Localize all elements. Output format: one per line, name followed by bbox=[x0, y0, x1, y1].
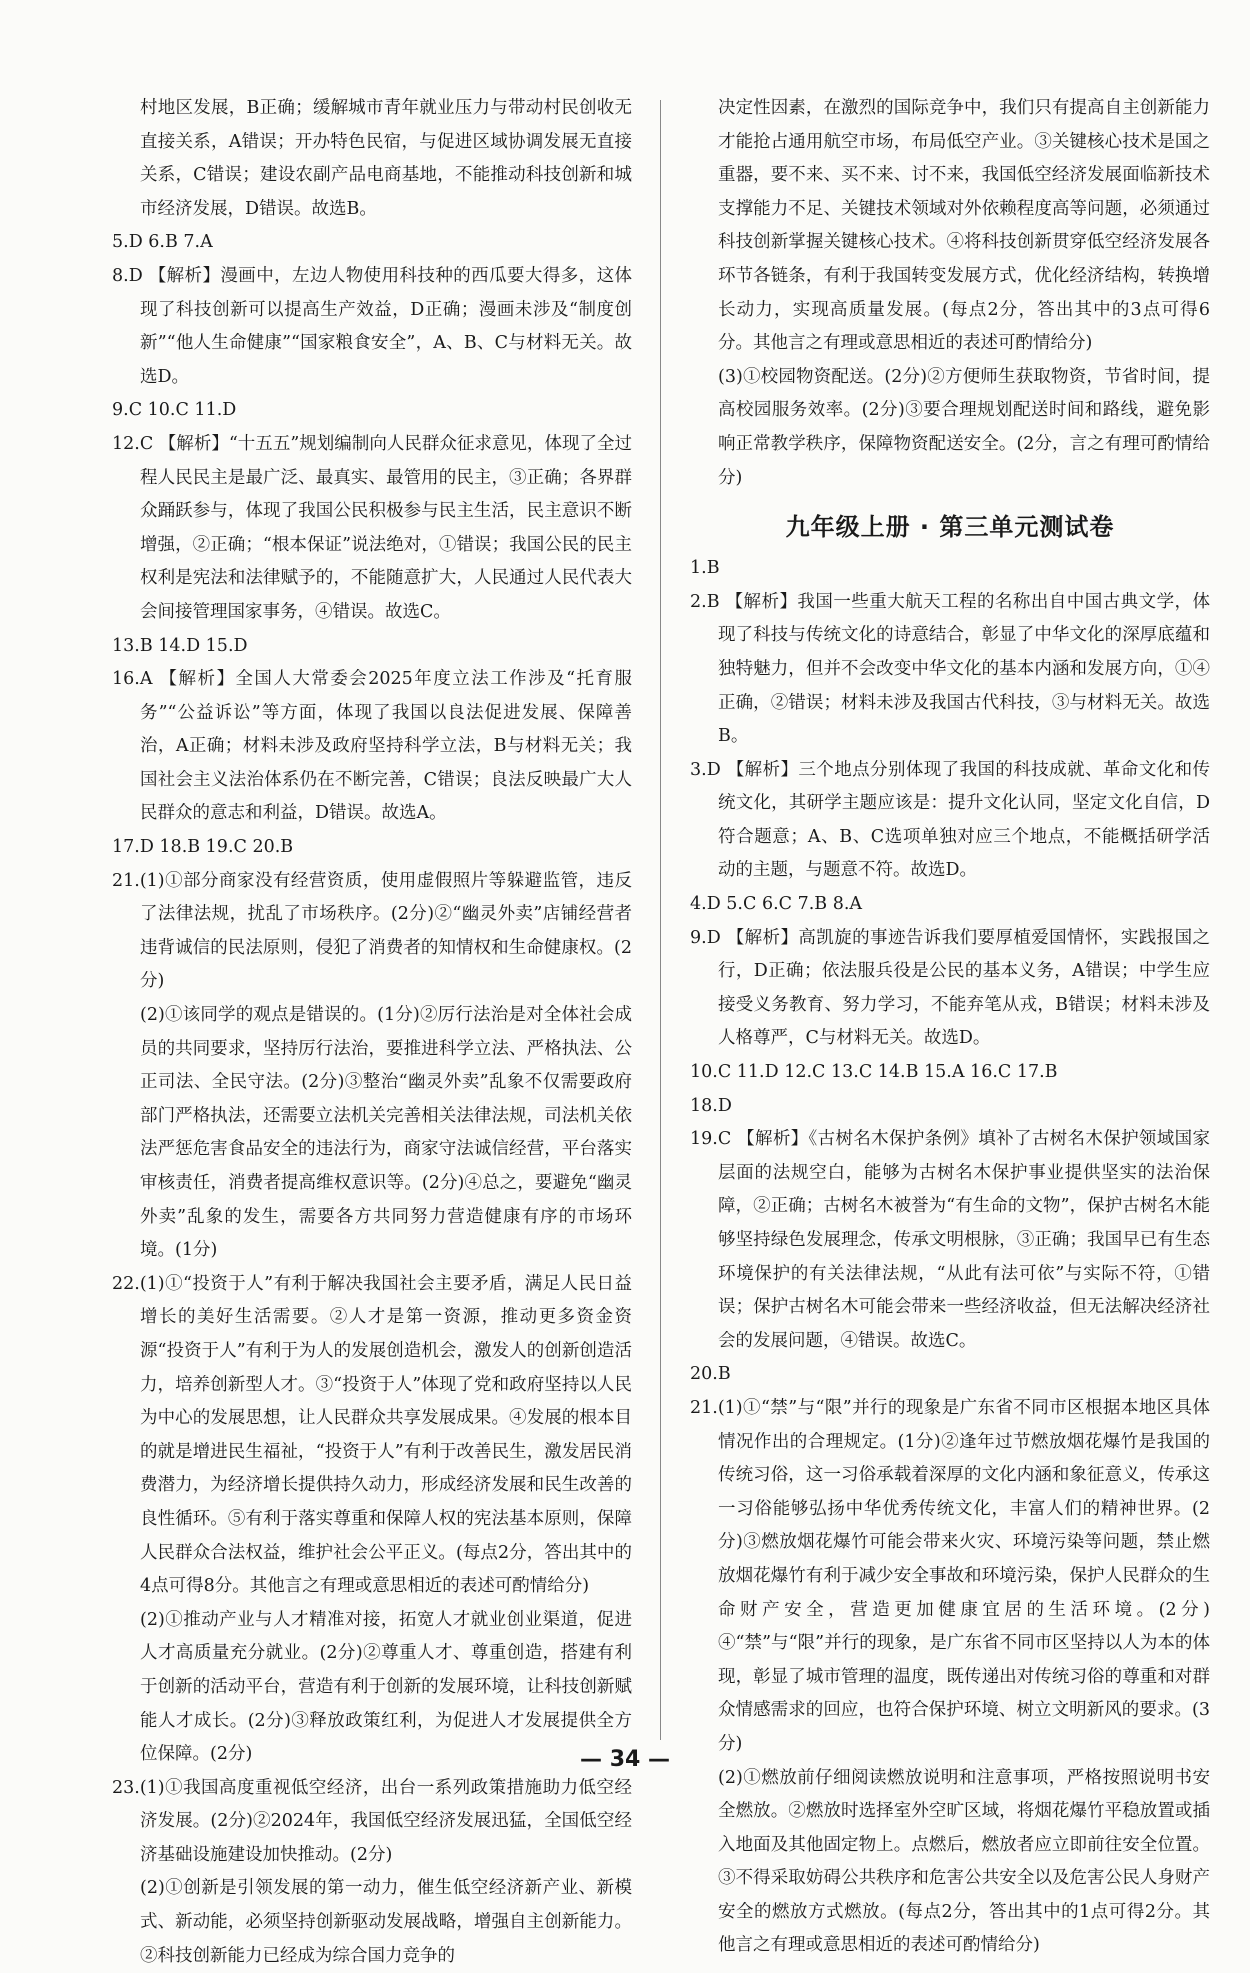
answer-paragraph: (2)①推动产业与人才精准对接，拓宽人才就业创业渠道，促进人才高质量充分就业。(2分)②尊重人才、尊重创造，搭建有利于创新的活动平台，营造有利于创新的发展环境，让科技创新赋能人才成长。(2分)③释放政策红利，为促进人才发展提供全方位保障。(2分) bbox=[140, 1609, 632, 1765]
answer-paragraph: 21.(1)①“禁”与“限”并行的现象是广东省不同市区根据本地区具体情况作出的合理规定。(1分)②逢年过节燃放烟花爆竹是我国的传统习俗，这一习俗承载着深厚的文化内涵和象征意义，传承这一习俗能够弘扬中华优秀传统文化，丰富人们的精神世界。(2分)③燃放烟花爆竹可能会带来火灾、环境污染等问题，禁止燃放烟花爆竹有利于减少安全事故和环境污染，保护人民群众的生命财产安全，营造更加健康宜居的生活环境。(2分)④“禁”与“限”并行的现象，是广东省不同市区坚持以人为本的体现，彰显了城市管理的温度，既传递出对传统习俗的尊重和对群众情感需求的回应，也符合保护环境、树立文明新风的要求。(3分) bbox=[690, 1397, 1210, 1754]
answer-paragraph: 1.B bbox=[690, 558, 720, 579]
answer-paragraph: 村地区发展，B正确；缓解城市青年就业压力与带动村民创收无直接关系，A错误；开办特色民宿，与促进区域协调发展无直接关系，C错误；建设农副产品电商基地，不能推动科技创新和城市经济发展，D错误。故选B。 bbox=[140, 98, 632, 219]
column-divider bbox=[660, 100, 661, 1740]
answer-paragraph: 2.B 【解析】我国一些重大航天工程的名称出自中国古典文学，体现了科技与传统文化的诗意结合，彰显了中华文化的深厚底蕴和独特魅力，但并不会改变中华文化的基本内涵和发展方向，①④正确，②错误；材料未涉及我国古代科技，③与材料无关。故选B。 bbox=[690, 591, 1210, 747]
answer-paragraph: (2)①创新是引领发展的第一动力，催生低空经济新产业、新模式、新动能，必须坚持创新驱动发展战略，增强自主创新能力。②科技创新能力已经成为综合国力竞争的 bbox=[140, 1878, 632, 1966]
answer-paragraph: 19.C 【解析】《古树名木保护条例》填补了古树名木保护领域国家层面的法规空白，能够为古树名木保护事业提供坚实的法治保障，②正确；古树名木被誉为“有生命的文物”，保护古树名木能够坚持绿色发展理念，传承文明根脉，③正确；我国早已有生态环境保护的有关法律法规，“从此有法可依”与实际不符，①错误；保护古树名木可能会带来一些经济收益，但无法解决经济社会的发展问题，④错误。故选C。 bbox=[690, 1129, 1210, 1351]
answer-paragraph: 18.D bbox=[690, 1095, 732, 1116]
answer-paragraph: 16.A 【解析】全国人大常委会2025年度立法工作涉及“托育服务”“公益诉讼”等方面，体现了我国以良法促进发展、保障善治，A正确；材料未涉及政府坚持科学立法，B与材料无关；我国社会主义法治体系仍在不断完善，C错误；良法反映最广大人民群众的意志和利益，D错误。故选A。 bbox=[112, 669, 632, 824]
right-column bbox=[690, 92, 1210, 1963]
answer-paragraph: (2)①燃放前仔细阅读燃放说明和注意事项，严格按照说明书安全燃放。②燃放时选择室外空旷区域，将烟花爆竹平稳放置或插入地面及其他固定物上。点燃后，燃放者应立即前往安全位置。③不得采取妨碍公共秩序和危害公共安全以及危害公民人身财产安全的燃放方式燃放。(每点2分，答出其中的1点可得2分。其他言之有理或意思相近的表述可酌情给分) bbox=[718, 1767, 1210, 1956]
page-number: — 34 — bbox=[580, 1747, 670, 1772]
answer-paragraph: 22.(1)①“投资于人”有利于解决我国社会主要矛盾，满足人民日益增长的美好生活需要。②人才是第一资源，推动更多资金资源“投资于人”有利于为人的发展创造机会，激发人的创新创造活力，培养创新型人才。③“投资于人”体现了党和政府坚持以人民为中心的发展思想，让人民群众共享发展成果。④发展的根本目的就是增进民生福祉，“投资于人”有利于改善民生，激发居民消费潜力，为经济增长提供持久动力，形成经济发展和民生改善的良性循环。⑤有利于落实尊重和保障人权的宪法基本原则，保障人民群众合法权益，维护社会公平正义。(每点2分，答出其中的4点可得8分。其他言之有理或意思相近的表述可酌情给分) bbox=[112, 1273, 632, 1597]
answer-paragraph: 21.(1)①部分商家没有经营资质，使用虚假照片等躲避监管，违反了法律法规，扰乱了市场秩序。(2分)②“幽灵外卖”店铺经营者违背诚信的民法原则，侵犯了消费者的知情权和生命健康权。(2分) bbox=[112, 870, 632, 992]
answer-paragraph: 决定性因素，在激烈的国际竞争中，我们只有提高自主创新能力才能抢占通用航空市场，布局低空产业。③关键核心技术是国之重器，要不来、买不来、讨不来，我国低空经济发展面临新技术支撑能力不足、关键技术领域对外依赖程度高等问题，必须通过科技创新掌握关键核心技术。④将科技创新贯穿低空经济发展各环节各链条，有利于我国转变发展方式，优化经济结构，转换增长动力，实现高质量发展。(每点2分，答出其中的3点可得6分。其他言之有理或意思相近的表述可酌情给分) bbox=[718, 98, 1210, 354]
answer-paragraph: (2)①该同学的观点是错误的。(1分)②厉行法治是对全体社会成员的共同要求，坚持厉行法治，要推进科学立法、严格执法、公正司法、全民守法。(2分)③整治“幽灵外卖”乱象不仅需要政府部门严格执法，还需要立法机关完善相关法律法规，司法机关依法严惩危害食品安全的违法行为，商家守法诚信经营，平台落实审核责任，消费者提高维权意识等。(2分)④总之，要避免“幽灵外卖”乱象的发生，需要各方共同努力营造健康有序的市场环境。(1分) bbox=[140, 1005, 632, 1261]
answer-paragraph: 17.D 18.B 19.C 20.B bbox=[112, 837, 294, 858]
answer-paragraph: 20.B bbox=[690, 1364, 731, 1385]
answer-paragraph: 23.(1)①我国高度重视低空经济，出台一系列政策措施助力低空经济发展。(2分)②2024年，我国低空经济发展迅猛，全国低空经济基础设施建设加快推动。(2分) bbox=[112, 1777, 632, 1865]
unit-title: 九年级上册 · 第三单元测试卷 bbox=[785, 513, 1115, 542]
answer-paragraph: 4.D 5.C 6.C 7.B 8.A bbox=[690, 894, 863, 915]
answer-paragraph: 9.D 【解析】高凯旋的事迹告诉我们要厚植爱国情怀，实践报国之行，D正确；依法服兵役是公民的基本义务，A错误；中学生应接受义务教育、努力学习，不能弃笔从戎，B错误；材料未涉及人格尊严，C与材料无关。故选D。 bbox=[690, 927, 1210, 1049]
answer-paragraph: 10.C 11.D 12.C 13.C 14.B 15.A 16.C 17.B bbox=[690, 1062, 1058, 1083]
answer-paragraph: (3)①校园物资配送。(2分)②方便师生获取物资，节省时间，提高校园服务效率。(2分)③要合理规划配送时间和路线，避免影响正常教学秩序，保障物资配送安全。(2分，言之有理可酌情给分) bbox=[718, 366, 1210, 488]
answer-paragraph: 13.B 14.D 15.D bbox=[112, 635, 248, 656]
answer-paragraph: 12.C 【解析】“十五五”规划编制向人民群众征求意见，体现了全过程人民民主是最广泛、最真实、最管用的民主，③正确；各界群众踊跃参与，体现了我国公民积极参与民主生活，民主意识不断增强，②正确；“根本保证”说法绝对，①错误；我国公民的民主权利是宪法和法律赋予的，不能随意扩大，人民通过人民代表大会间接管理国家事务，④错误。故选C。 bbox=[112, 433, 632, 622]
answer-paragraph: 9.C 10.C 11.D bbox=[112, 400, 237, 421]
left-column bbox=[112, 92, 632, 1973]
answer-paragraph: 8.D 【解析】漫画中，左边人物使用科技种的西瓜要大得多，这体现了科技创新可以提高生产效益，D正确；漫画未涉及“制度创新”“他人生命健康”“国家粮食安全”，A、B、C与材料无关。故选D。 bbox=[112, 265, 632, 387]
answer-paragraph: 5.D 6.B 7.A bbox=[112, 232, 213, 253]
answer-paragraph: 3.D 【解析】三个地点分别体现了我国的科技成就、革命文化和传统文化，其研学主题应该是：提升文化认同，坚定文化自信，D符合题意；A、B、C选项单独对应三个地点，不能概括研学活动的主题，与题意不符。故选D。 bbox=[690, 759, 1210, 881]
